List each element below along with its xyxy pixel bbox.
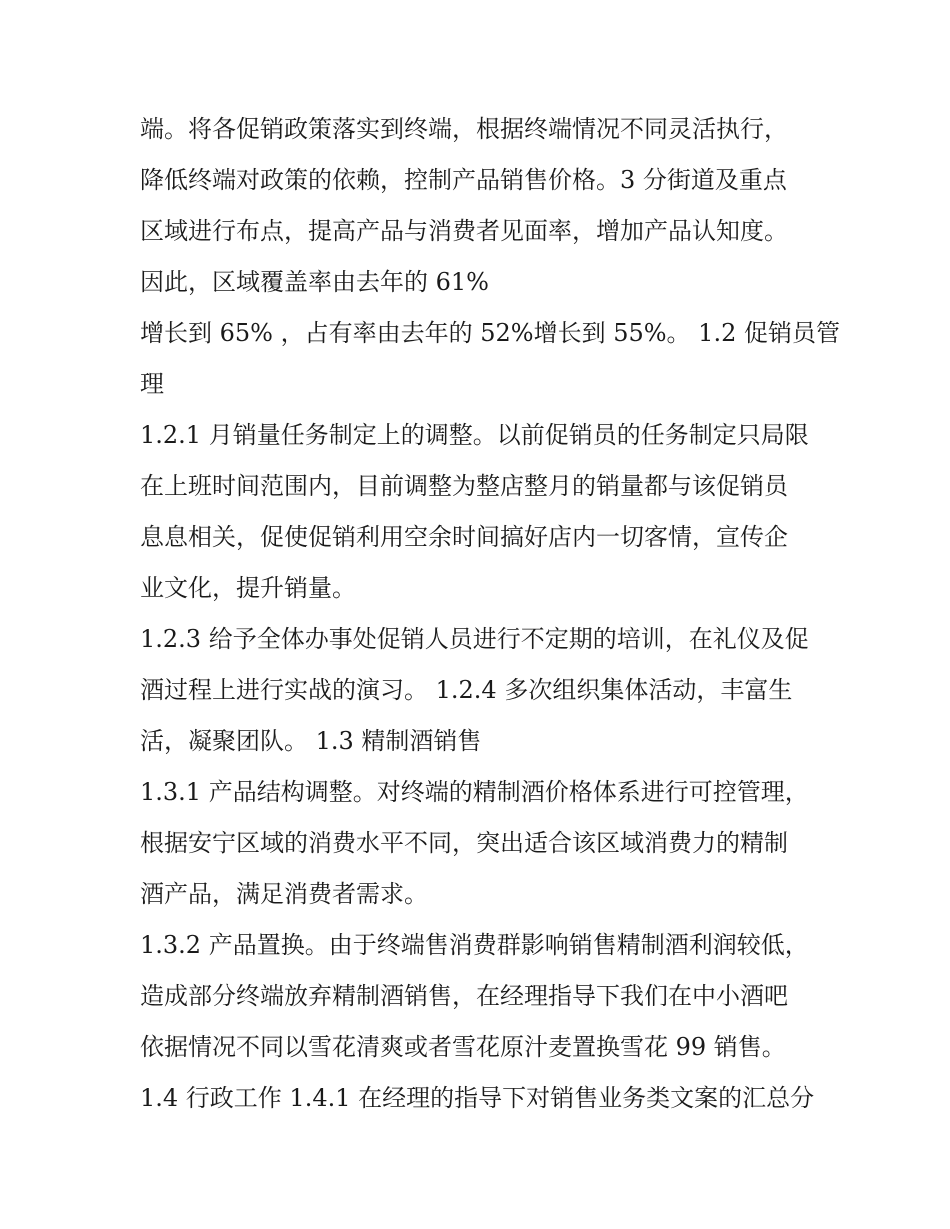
text-line: 降低终端对政策的依赖，控制产品销售价格。3 分街道及重点	[140, 166, 787, 194]
text-line: 1.3.1 产品结构调整。对终端的精制酒价格体系进行可控管理，	[140, 778, 809, 806]
text-line: 因此，区域覆盖率由去年的 61%	[140, 268, 489, 296]
text-line: 业文化，提升销量。	[140, 574, 356, 602]
text-line: 端。将各促销政策落实到终端，根据终端情况不同灵活执行，	[140, 115, 788, 143]
text-line: 区域进行布点，提高产品与消费者见面率，增加产品认知度。	[140, 217, 788, 245]
text-line: 息息相关，促使促销利用空余时间搞好店内一切客情，宣传企	[140, 523, 788, 551]
text-line: 造成部分终端放弃精制酒销售，在经理指导下我们在中小酒吧	[140, 982, 788, 1010]
text-line: 1.2.3 给予全体办事处促销人员进行不定期的培训，在礼仪及促	[140, 625, 809, 653]
text-line: 1.2.1 月销量任务制定上的调整。以前促销员的任务制定只局限	[140, 421, 809, 449]
text-line: 在上班时间范围内，目前调整为整店整月的销量都与该促销员	[140, 472, 788, 500]
text-line: 1.3.2 产品置换。由于终端售消费群影响销售精制酒利润较低，	[140, 931, 809, 959]
text-line: 根据安宁区域的消费水平不同，突出适合该区域消费力的精制	[140, 829, 788, 857]
text-line: 依据情况不同以雪花清爽或者雪花原汁麦置换雪花 99 销售。	[140, 1033, 786, 1061]
text-line: 1.4 行政工作 1.4.1 在经理的指导下对销售业务类文案的汇总分	[140, 1084, 815, 1112]
text-line: 酒过程上进行实战的演习。 1.2.4 多次组织集体活动，丰富生	[140, 676, 793, 704]
text-line: 活，凝聚团队。 1.3 精制酒销售	[140, 727, 482, 755]
text-line: 理	[140, 370, 164, 398]
text-line: 增长到 65% ，占有率由去年的 52%增长到 55%。 1.2 促销员管	[140, 319, 840, 347]
text-line: 酒产品，满足消费者需求。	[140, 880, 428, 908]
body-text	[140, 104, 840, 1124]
